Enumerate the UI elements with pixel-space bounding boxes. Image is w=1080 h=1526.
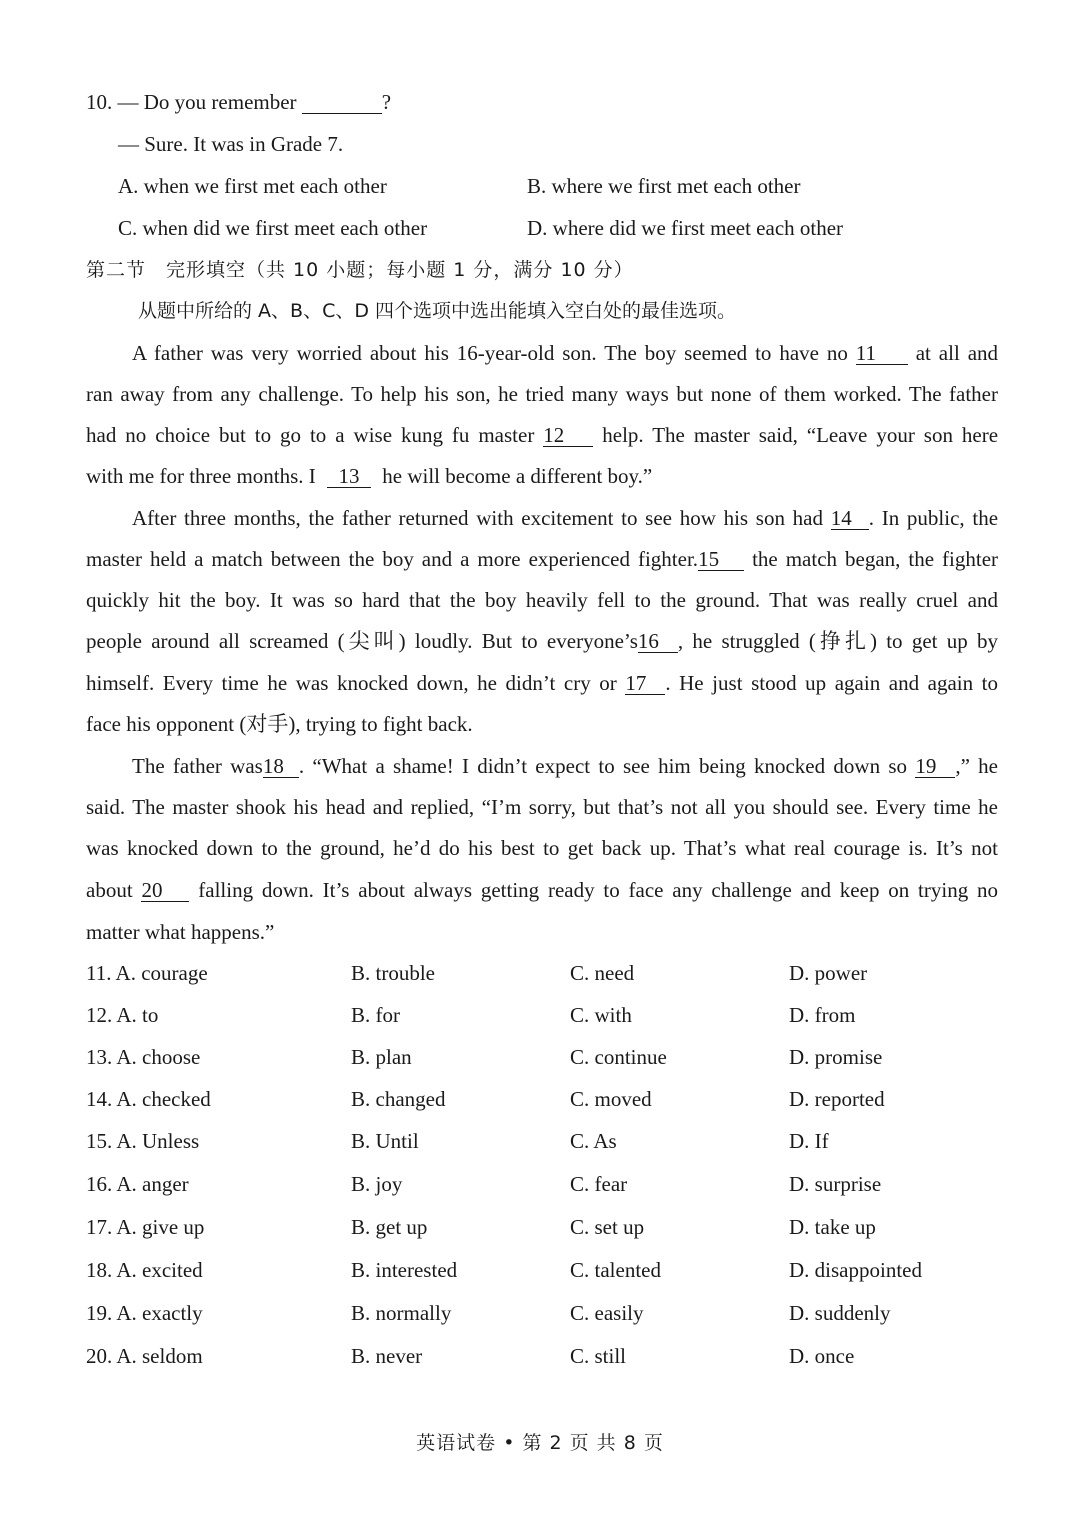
options-row-17: [86, 1212, 986, 1242]
passage-text: A father was very worried about his 16-year-old son. The boy seemed to have no: [132, 341, 848, 365]
blank-11: 11: [856, 342, 908, 365]
option-a: 15. A. Unless: [86, 1129, 200, 1153]
q10-option-a: A. when we first met each other: [118, 174, 387, 198]
options-row-19: [86, 1298, 986, 1328]
q10-stem: [86, 88, 998, 116]
option-c: C. moved: [570, 1087, 652, 1111]
option-d: D. promise: [789, 1045, 883, 1069]
passage-text: he will become a different boy.”: [382, 464, 653, 488]
option-a: 16. A. anger: [86, 1172, 189, 1196]
option-a: 11. A. courage: [86, 961, 208, 985]
section-instruction: 从题中所给的 A、B、C、D 四个选项中选出能填入空白处的最佳选项。: [138, 300, 737, 322]
option-b: B. joy: [351, 1172, 403, 1196]
option-d: D. power: [789, 961, 868, 985]
q10-option-d: D. where did we first meet each other: [527, 216, 844, 240]
passage-text: The father was: [132, 754, 263, 778]
options-row-18: [86, 1255, 986, 1285]
section-title: 第二节 完形填空（共 10 小题；每小题 1 分，满分 10 分）: [86, 259, 634, 281]
option-c: C. As: [570, 1129, 617, 1153]
q10-stem-prefix: 10. — Do you remember: [86, 90, 297, 114]
passage-text: help. The master said, “Leave your son here: [602, 423, 999, 447]
q10-option-c: C. when did we first meet each other: [118, 216, 428, 240]
blank-15: 15: [698, 548, 744, 571]
option-d: D. disappointed: [789, 1258, 922, 1282]
options-row-16: [86, 1169, 986, 1199]
option-c: C. still: [570, 1344, 627, 1368]
passage-line-13: was knocked down to the ground, he’d do his best to get back up. That’s what real courage is. It’s not: [86, 836, 998, 860]
option-b: B. get up: [351, 1215, 428, 1239]
passage-text: ,” he: [955, 754, 998, 778]
passage-text: After three months, the father returned with excitement to see how his son had: [132, 506, 824, 530]
passage-text: , he struggled (挣扎) to get up by: [677, 629, 998, 653]
blank-13: 13: [327, 465, 371, 488]
option-b: B. normally: [351, 1301, 452, 1325]
options-row-15: [86, 1126, 986, 1156]
option-d: D. reported: [789, 1087, 885, 1111]
option-a: 20. A. seldom: [86, 1344, 203, 1368]
passage-line-1: [132, 339, 998, 367]
option-b: B. changed: [351, 1087, 446, 1111]
options-row-13: [86, 1042, 986, 1072]
option-d: D. If: [789, 1129, 829, 1153]
passage-text: about: [86, 878, 133, 902]
options-row-20: [86, 1341, 986, 1371]
passage-line-10: face his opponent (对手), trying to fight back.: [86, 712, 473, 736]
blank-16: 16: [638, 630, 678, 653]
q10-blank: [302, 91, 382, 114]
blank-12: 12: [543, 424, 593, 447]
options-row-12: [86, 1000, 986, 1030]
passage-line-14: [86, 876, 998, 904]
q10-answer-line: — Sure. It was in Grade 7.: [118, 132, 344, 156]
blank-20: 20: [141, 879, 189, 902]
passage-line-15: matter what happens.”: [86, 920, 275, 944]
passage-line-5: [132, 504, 998, 532]
option-c: C. talented: [570, 1258, 661, 1282]
passage-line-12: said. The master shook his head and replied, “I’m sorry, but that’s not all you should see. Every time he: [86, 795, 998, 819]
passage-line-9: [86, 669, 998, 697]
passage-text: with me for three months. I: [86, 464, 316, 488]
passage-text: . In public, the: [868, 506, 999, 530]
passage-line-11: [132, 752, 998, 780]
option-a: 14. A. checked: [86, 1087, 211, 1111]
passage-line-2: ran away from any challenge. To help his son, he tried many ways but none of them worked. The father: [86, 382, 998, 406]
option-d: D. surprise: [789, 1172, 882, 1196]
option-c: C. continue: [570, 1045, 667, 1069]
blank-19: 19: [915, 755, 955, 778]
option-b: B. interested: [351, 1258, 458, 1282]
passage-line-4: [86, 462, 998, 490]
passage-text: . He just stood up again and again to: [665, 671, 999, 695]
option-a: 19. A. exactly: [86, 1301, 203, 1325]
passage-line-8: [86, 627, 998, 655]
option-d: D. from: [789, 1003, 856, 1027]
option-b: B. never: [351, 1344, 423, 1368]
passage-line-7: quickly hit the boy. It was so hard that the boy heavily fell to the ground. That was really cruel and: [86, 588, 998, 612]
option-b: B. Until: [351, 1129, 419, 1153]
passage-text: at all and: [915, 341, 999, 365]
option-c: C. with: [570, 1003, 632, 1027]
option-a: 18. A. excited: [86, 1258, 203, 1282]
option-b: B. trouble: [351, 961, 435, 985]
option-d: D. once: [789, 1344, 855, 1368]
option-b: B. plan: [351, 1045, 412, 1069]
passage-line-6: [86, 545, 998, 573]
options-row-14: [86, 1084, 986, 1114]
option-c: C. set up: [570, 1215, 645, 1239]
passage-text: people around all screamed (尖叫) loudly. But to everyone’s: [86, 629, 638, 653]
passage-text: the match began, the fighter: [752, 547, 999, 571]
option-a: 12. A. to: [86, 1003, 159, 1027]
option-d: D. suddenly: [789, 1301, 891, 1325]
passage-line-3: [86, 421, 998, 449]
option-b: B. for: [351, 1003, 400, 1027]
option-a: 17. A. give up: [86, 1215, 205, 1239]
option-a: 13. A. choose: [86, 1045, 201, 1069]
passage-text: had no choice but to go to a wise kung fu master: [86, 423, 535, 447]
blank-14: 14: [831, 507, 869, 530]
q10-option-b: B. where we first met each other: [527, 174, 801, 198]
passage-text: . “What a shame! I didn’t expect to see him being knocked down so: [298, 754, 908, 778]
option-c: C. easily: [570, 1301, 644, 1325]
blank-18: 18: [263, 755, 299, 778]
q10-stem-suffix: ?: [381, 90, 392, 114]
passage-text: master held a match between the boy and a more experienced fighter.: [86, 547, 699, 571]
page-footer: 英语试卷 • 第 2 页 共 8 页: [416, 1432, 664, 1454]
passage-text: falling down. It’s about always getting ready to face any challenge and keep on trying no: [198, 878, 999, 902]
options-row-11: [86, 958, 986, 988]
option-c: C. fear: [570, 1172, 628, 1196]
passage-text: himself. Every time he was knocked down, he didn’t cry or: [86, 671, 617, 695]
blank-17: 17: [625, 672, 665, 695]
option-c: C. need: [570, 961, 635, 985]
option-d: D. take up: [789, 1215, 876, 1239]
